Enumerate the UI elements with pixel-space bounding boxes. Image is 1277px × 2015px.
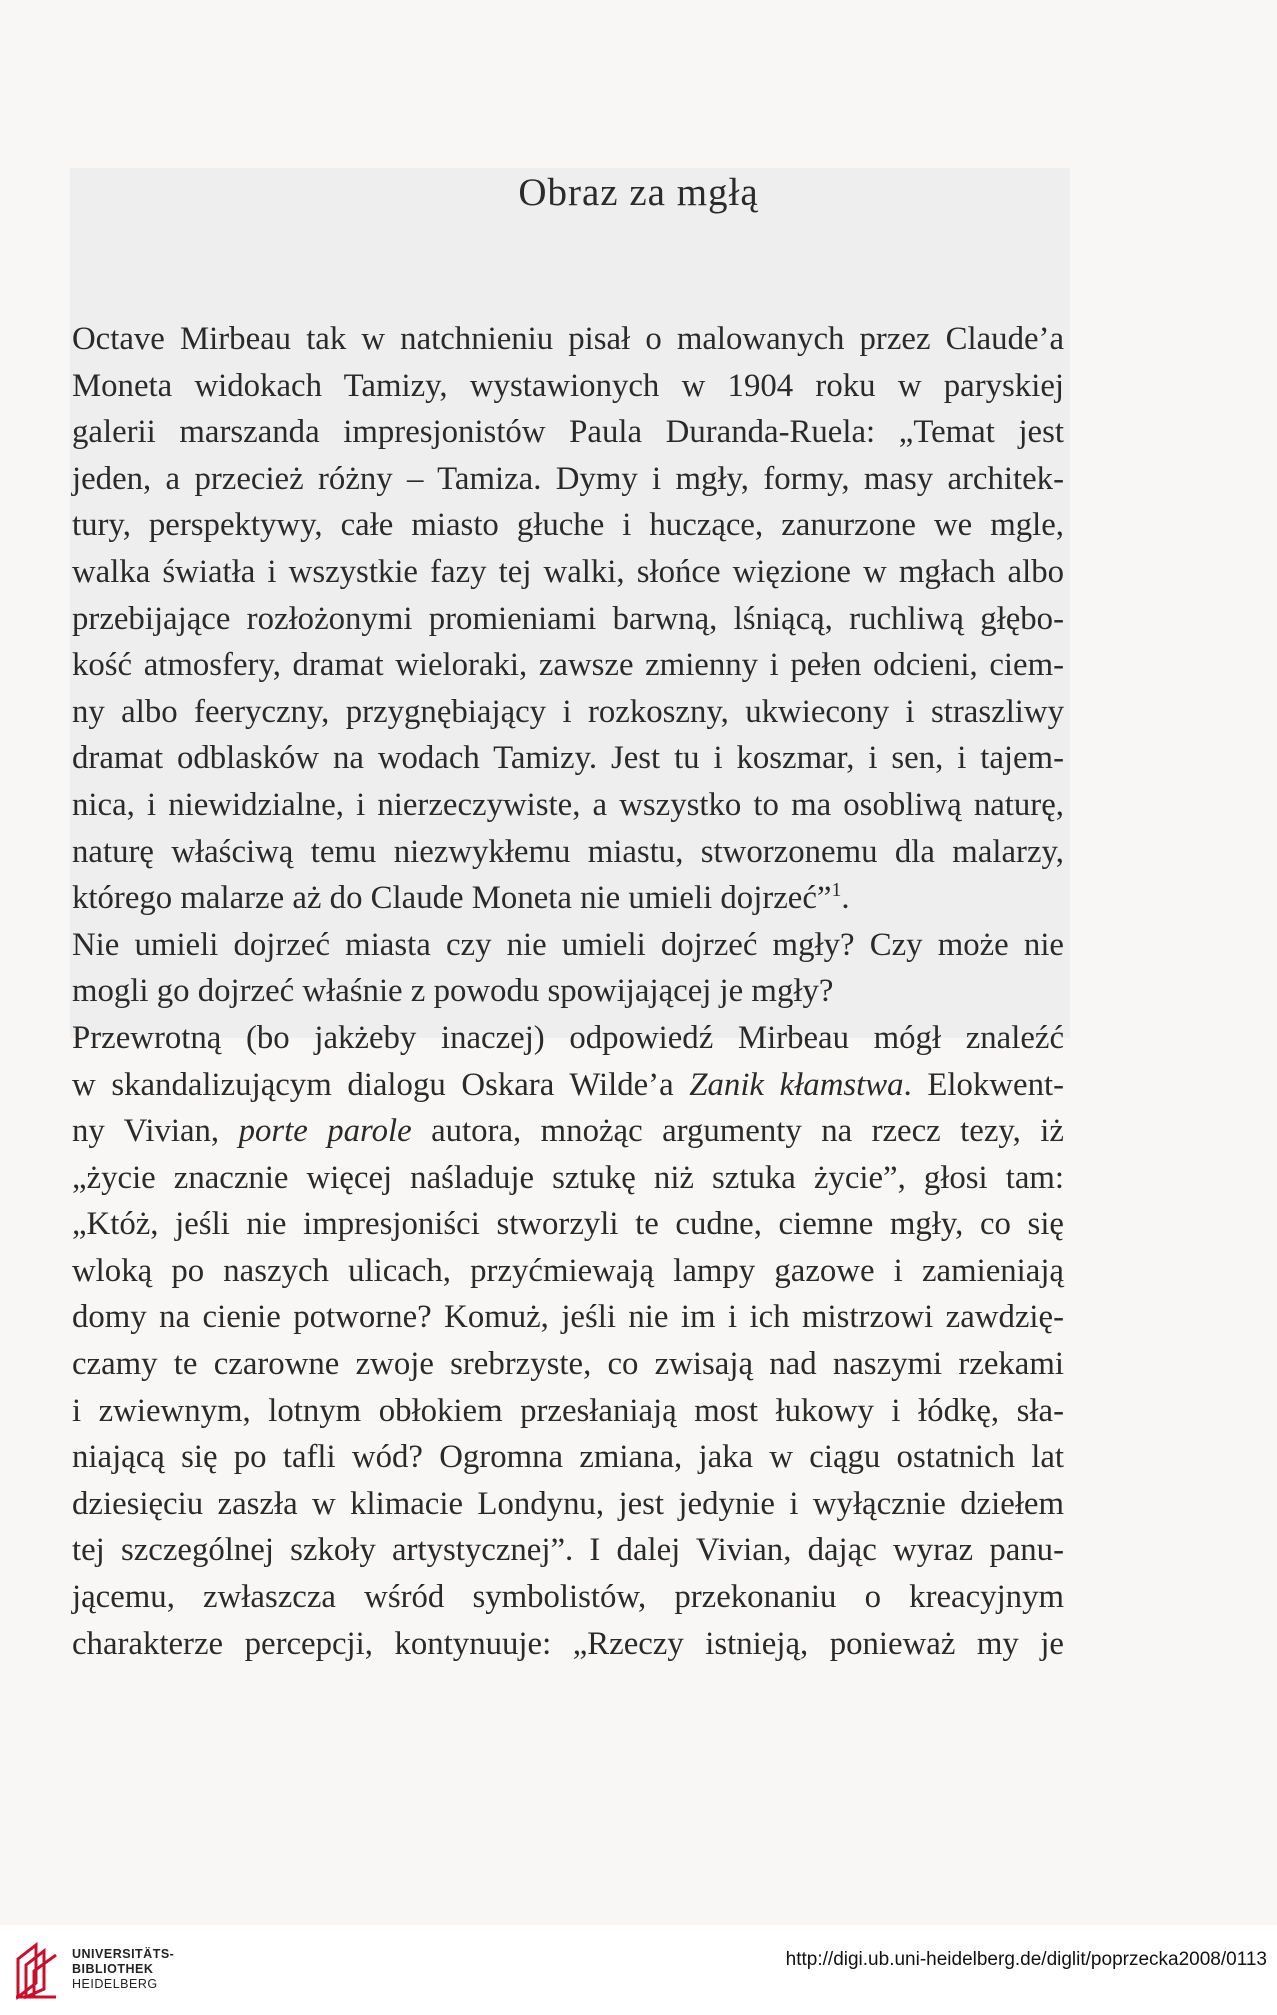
text-line: dziesięciu zaszła w klimacie Londynu, jest jedynie i wyłącznie dziełem (72, 1485, 1064, 1522)
text-line: wloką po naszych ulicach, przyćmiewają lampy gazowe i zamieniają (72, 1252, 1064, 1289)
text-line: i zwiewnym, lotnym obłokiem przesłaniają most łukowy i łódkę, sła- (72, 1392, 1064, 1429)
text-line: tej szczególnej szkoły artystycznej”. I dalej Vivian, dając wyraz panu- (72, 1532, 1064, 1569)
text-line: mogli go dojrzeć właśnie z powodu spowijającej je mgły? (72, 973, 834, 1010)
text-line: Nie umieli dojrzeć miasta czy nie umieli dojrzeć mgły? Czy może nie (72, 926, 1064, 963)
text-line: Octave Mirbeau tak w natchnieniu pisał o malowanych przez Claude’a (72, 321, 1064, 357)
text-segment: autora, mnożąc argumenty na rzecz tezy, iż (411, 1113, 1064, 1150)
text-line: Przewrotną (bo jakżeby inaczej) odpowiedź Mirbeau mógł znaleźć (72, 1019, 1064, 1056)
text-line: jeden, a przecież różny – Tamiza. Dymy i mgły, formy, masy architek- (72, 460, 1064, 497)
text-segment: . (841, 880, 850, 917)
text-line: ny albo feeryczny, przygnębiający i rozkoszny, ukwiecony i straszliwy (72, 693, 1064, 730)
library-name (72, 1947, 174, 1992)
text-line: tury, perspektywy, całe miasto głuche i huczące, zanurzone we mgle, (72, 507, 1064, 544)
text-line (72, 875, 1064, 922)
footnote-marker: 1 (831, 879, 842, 902)
source-url-link[interactable]: http://digi.ub.uni-heidelberg.de/diglit/poprzecka2008/0113 (785, 1949, 1267, 1970)
library-name-line: BIBLIOTHEK (72, 1962, 154, 1976)
text-line: niającą się po tafli wód? Ogromna zmiana, jaka w ciągu ostatnich lat (72, 1439, 1064, 1476)
text-line: przebijające rozłożonymi promieniami barwną, lśniącą, ruchliwą głębo- (72, 600, 1064, 637)
text-line: Moneta widokach Tamizy, wystawionych w 1904 roku w paryskiej (72, 367, 1064, 404)
library-name-line: HEIDELBERG (72, 1977, 158, 1991)
book-title: Zanik kłamstwa (689, 1066, 904, 1103)
text-line: „życie znacznie więcej naśladuje sztukę niż sztuka życie”, głosi tam: (72, 1159, 1064, 1196)
text-segment: . Elokwent- (903, 1066, 1065, 1103)
text-line: nica, i niewidzialne, i nierzeczywiste, a wszystko to ma osobliwą naturę, (72, 786, 1064, 823)
text-line: dramat odblasków na wodach Tamizy. Jest tu i koszmar, i sen, i tajem- (72, 740, 1064, 777)
body-text (72, 316, 1064, 1667)
library-logo-icon (12, 1939, 62, 2001)
footer-bar (0, 1925, 1277, 2015)
text-line: jącemu, zwłaszcza wśród symbolistów, przekonaniu o kreacyjnym (72, 1579, 1064, 1616)
text-line (72, 1062, 1064, 1109)
library-name-line: UNIVERSITÄTS- (72, 1947, 175, 1961)
text-segment: którego malarze aż do Claude Moneta nie umieli dojrzeć” (72, 880, 832, 917)
text-segment: ny Vivian, (72, 1113, 239, 1150)
chapter-title: Obraz za mgłą (518, 171, 759, 214)
text-line: naturę właściwą temu niezwykłemu miastu, stworzonemu dla malarzy, (72, 833, 1064, 870)
text-line: walka światła i wszystkie fazy tej walki, słońce więzione w mgłach albo (72, 553, 1064, 590)
text-line: kość atmosfery, dramat wieloraki, zawsze zmienny i pełen odcieni, ciem- (72, 647, 1064, 684)
text-line: charakterze percepcji, kontynuuje: „Rzeczy istnieją, ponieważ my je (72, 1625, 1064, 1662)
text-line: „Któż, jeśli nie impresjoniści stworzyli te cudne, ciemne mgły, co się (72, 1206, 1064, 1243)
text-segment: w skandalizującym dialogu Oskara Wilde’a (72, 1066, 690, 1103)
text-line: domy na cienie potworne? Komuż, jeśli nie im i ich mistrzowi zawdzię- (72, 1299, 1064, 1336)
italic-phrase: porte parole (238, 1113, 412, 1150)
text-line: galerii marszanda impresjonistów Paula Duranda-Ruela: „Temat jest (72, 414, 1064, 451)
text-line: czamy te czarowne zwoje srebrzyste, co zwisają nad naszymi rzekami (72, 1346, 1064, 1383)
text-line (72, 1108, 1064, 1155)
